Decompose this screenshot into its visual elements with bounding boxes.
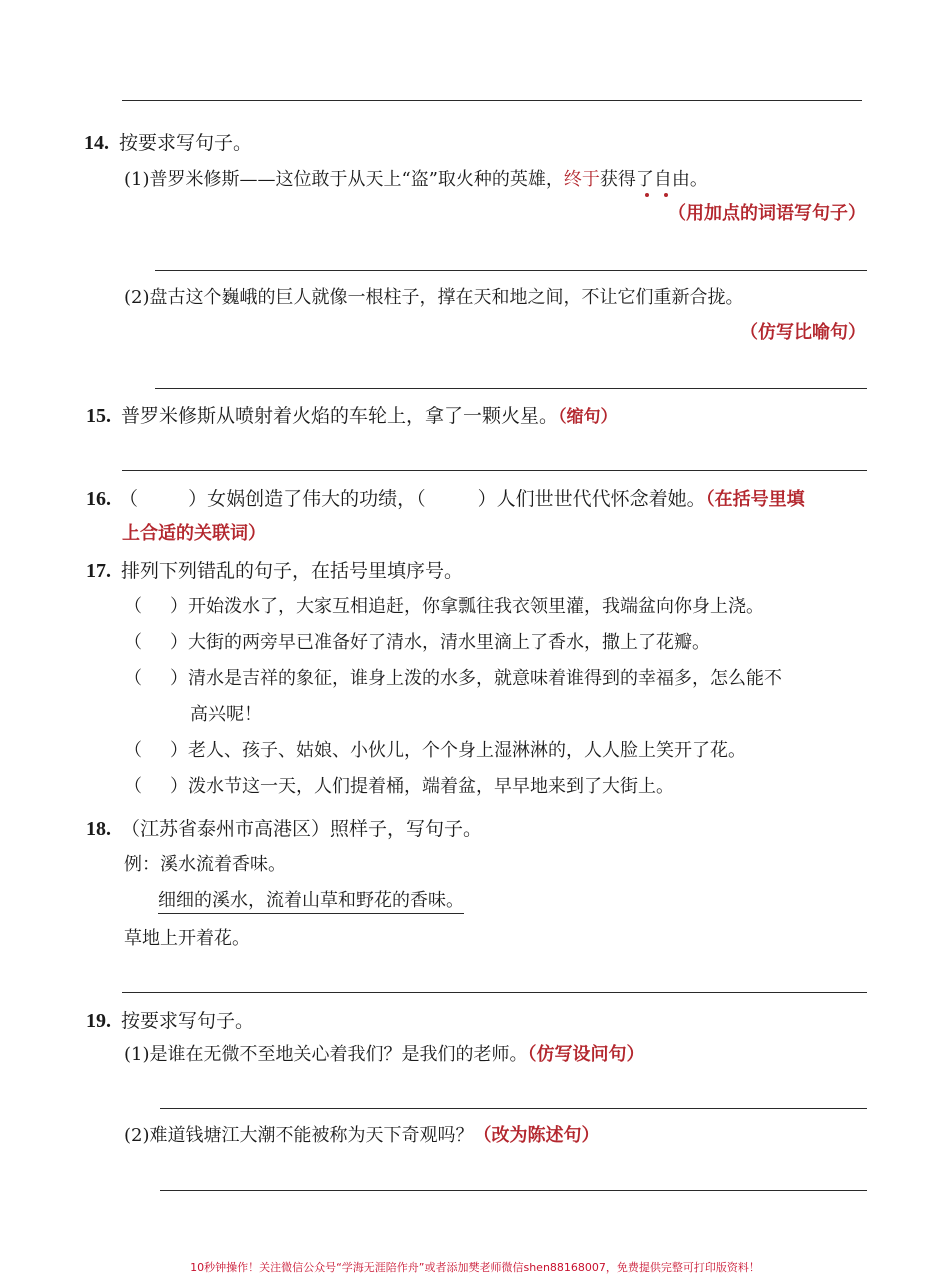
q19-part2-label: (2) (124, 1125, 150, 1146)
q19-part2-instruction: （改为陈述句） (473, 1125, 600, 1146)
q16-instruction-line2: 上合适的关联词） (122, 523, 266, 544)
q18-number: 18. (86, 818, 111, 840)
q17-item (124, 739, 746, 763)
emphasis-dot (645, 193, 649, 197)
q19-number: 19. (86, 1010, 111, 1032)
footer-promo: 10秒钟操作！关注微信公众号“学海无涯陪作舟”或者添加樊老师微信shen88168007，免费提供完整可打印版资料！ (190, 1261, 760, 1274)
q17-heading (86, 558, 463, 584)
q18-example-answer-text: 细细的溪水，流着山草和野花的香味。 (158, 890, 464, 914)
q19-part1 (124, 1043, 645, 1067)
order-blank-close: ） (170, 740, 188, 761)
q19-part1-answer-line[interactable] (160, 1108, 867, 1109)
q17-item-continuation: 高兴呢！ (190, 704, 262, 725)
order-blank-open[interactable]: （ (124, 668, 142, 689)
q18-example-answer (158, 889, 464, 913)
q15-answer-line[interactable] (122, 470, 867, 471)
q14-part1-label: (1) (124, 169, 150, 190)
order-blank-close: ） (170, 668, 188, 689)
order-blank-close: ） (170, 632, 188, 653)
q17-item-text: 开始泼水了，大家互相追赶，你拿瓢往我衣领里灌，我端盆向你身上浇。 (188, 596, 764, 617)
q14-number: 14. (84, 132, 109, 154)
q18-title: （江苏省泰州市高港区）照样子，写句子。 (121, 818, 483, 840)
q14-part2-text: 盘古这个巍峨的巨人就像一根柱子，撑在天和地之间，不让它们重新合拢。 (149, 287, 744, 308)
q17-item-text: 泼水节这一天，人们提着桶，端着盆，早早地来到了大街上。 (188, 776, 674, 797)
q14-part1-instruction: （用加点的词语写句子） (668, 203, 866, 224)
q19-part2-answer-line[interactable] (160, 1190, 867, 1191)
q15 (86, 403, 618, 430)
q17-item-text: 大街的两旁早已准备好了清水，清水里滴上了香水，撒上了花瓣。 (188, 632, 710, 653)
q19-part1-text: 是谁在无微不至地关心着我们？是我们的老师。 (149, 1044, 528, 1065)
q17-item (124, 775, 674, 799)
q16-number: 16. (86, 488, 111, 510)
q16-blank1-open[interactable]: （ (119, 488, 139, 510)
q18-heading (86, 816, 482, 842)
q14-dotted-word: 终于 (563, 169, 600, 190)
q17-item-text: 老人、孩子、姑娘、小伙儿，个个身上湿淋淋的，人人脸上笑开了花。 (188, 740, 746, 761)
q17-number: 17. (86, 560, 111, 582)
q14-part1 (124, 168, 708, 192)
q17-item (124, 595, 764, 619)
q14-part1-text-before: 普罗米修斯——这位敢于从天上“盗”取火种的英雄， (149, 169, 564, 190)
order-blank-open[interactable]: （ (124, 776, 142, 797)
q14-part1-answer-line[interactable] (155, 270, 867, 271)
q19-part2-text: 难道钱塘江大潮不能被称为天下奇观吗？ (149, 1125, 474, 1146)
answer-line-top[interactable] (122, 100, 862, 101)
q18-example-label: 例：溪水流着香味。 (124, 854, 286, 875)
q16-blank2-close: ） (477, 488, 497, 510)
q17-item (124, 667, 782, 691)
order-blank-open[interactable]: （ (124, 632, 142, 653)
q14-part2-answer-line[interactable] (155, 388, 867, 389)
q19-part1-label: (1) (124, 1044, 150, 1065)
emphasis-dot (664, 193, 668, 197)
q14-part2-instruction: （仿写比喻句） (740, 322, 866, 343)
q16-mid-text: 女娲创造了伟大的功绩， (207, 488, 417, 510)
q18-prompt: 草地上开着花。 (124, 928, 250, 949)
q14-part2 (124, 286, 744, 310)
q17-item-text: 清水是吉祥的象征，谁身上泼的水多，就意味着谁得到的幸福多，怎么能不 (188, 668, 782, 689)
q16-blank1-close: ） (188, 488, 208, 510)
q15-text: 普罗米修斯从喷射着火焰的车轮上，拿了一颗火星。 (121, 405, 559, 427)
q19-part1-instruction: （仿写设问句） (527, 1044, 645, 1065)
order-blank-close: ） (170, 596, 188, 617)
q19-heading (86, 1008, 254, 1034)
order-blank-close: ） (170, 776, 188, 797)
order-blank-open[interactable]: （ (124, 740, 142, 761)
q16-blank2-open[interactable]: （ (416, 488, 426, 510)
q15-number: 15. (86, 405, 111, 427)
q15-instruction: （缩句） (558, 407, 618, 427)
q16 (86, 486, 805, 513)
q14-title: 按要求写句子。 (119, 132, 253, 154)
q17-item (124, 631, 710, 655)
q14-heading (84, 130, 252, 156)
q19-part2 (124, 1124, 600, 1148)
q16-end-text: 人们世世代代怀念着她。 (496, 488, 706, 510)
q14-part1-text-after: 获得了自由。 (599, 169, 708, 190)
q19-title: 按要求写句子。 (121, 1010, 255, 1032)
q17-title: 排列下列错乱的句子，在括号里填序号。 (121, 560, 464, 582)
q14-part2-label: (2) (124, 287, 150, 308)
order-blank-open[interactable]: （ (124, 596, 142, 617)
q16-instruction-line1: （在括号里填 (705, 489, 805, 510)
q18-answer-line[interactable] (122, 992, 867, 993)
